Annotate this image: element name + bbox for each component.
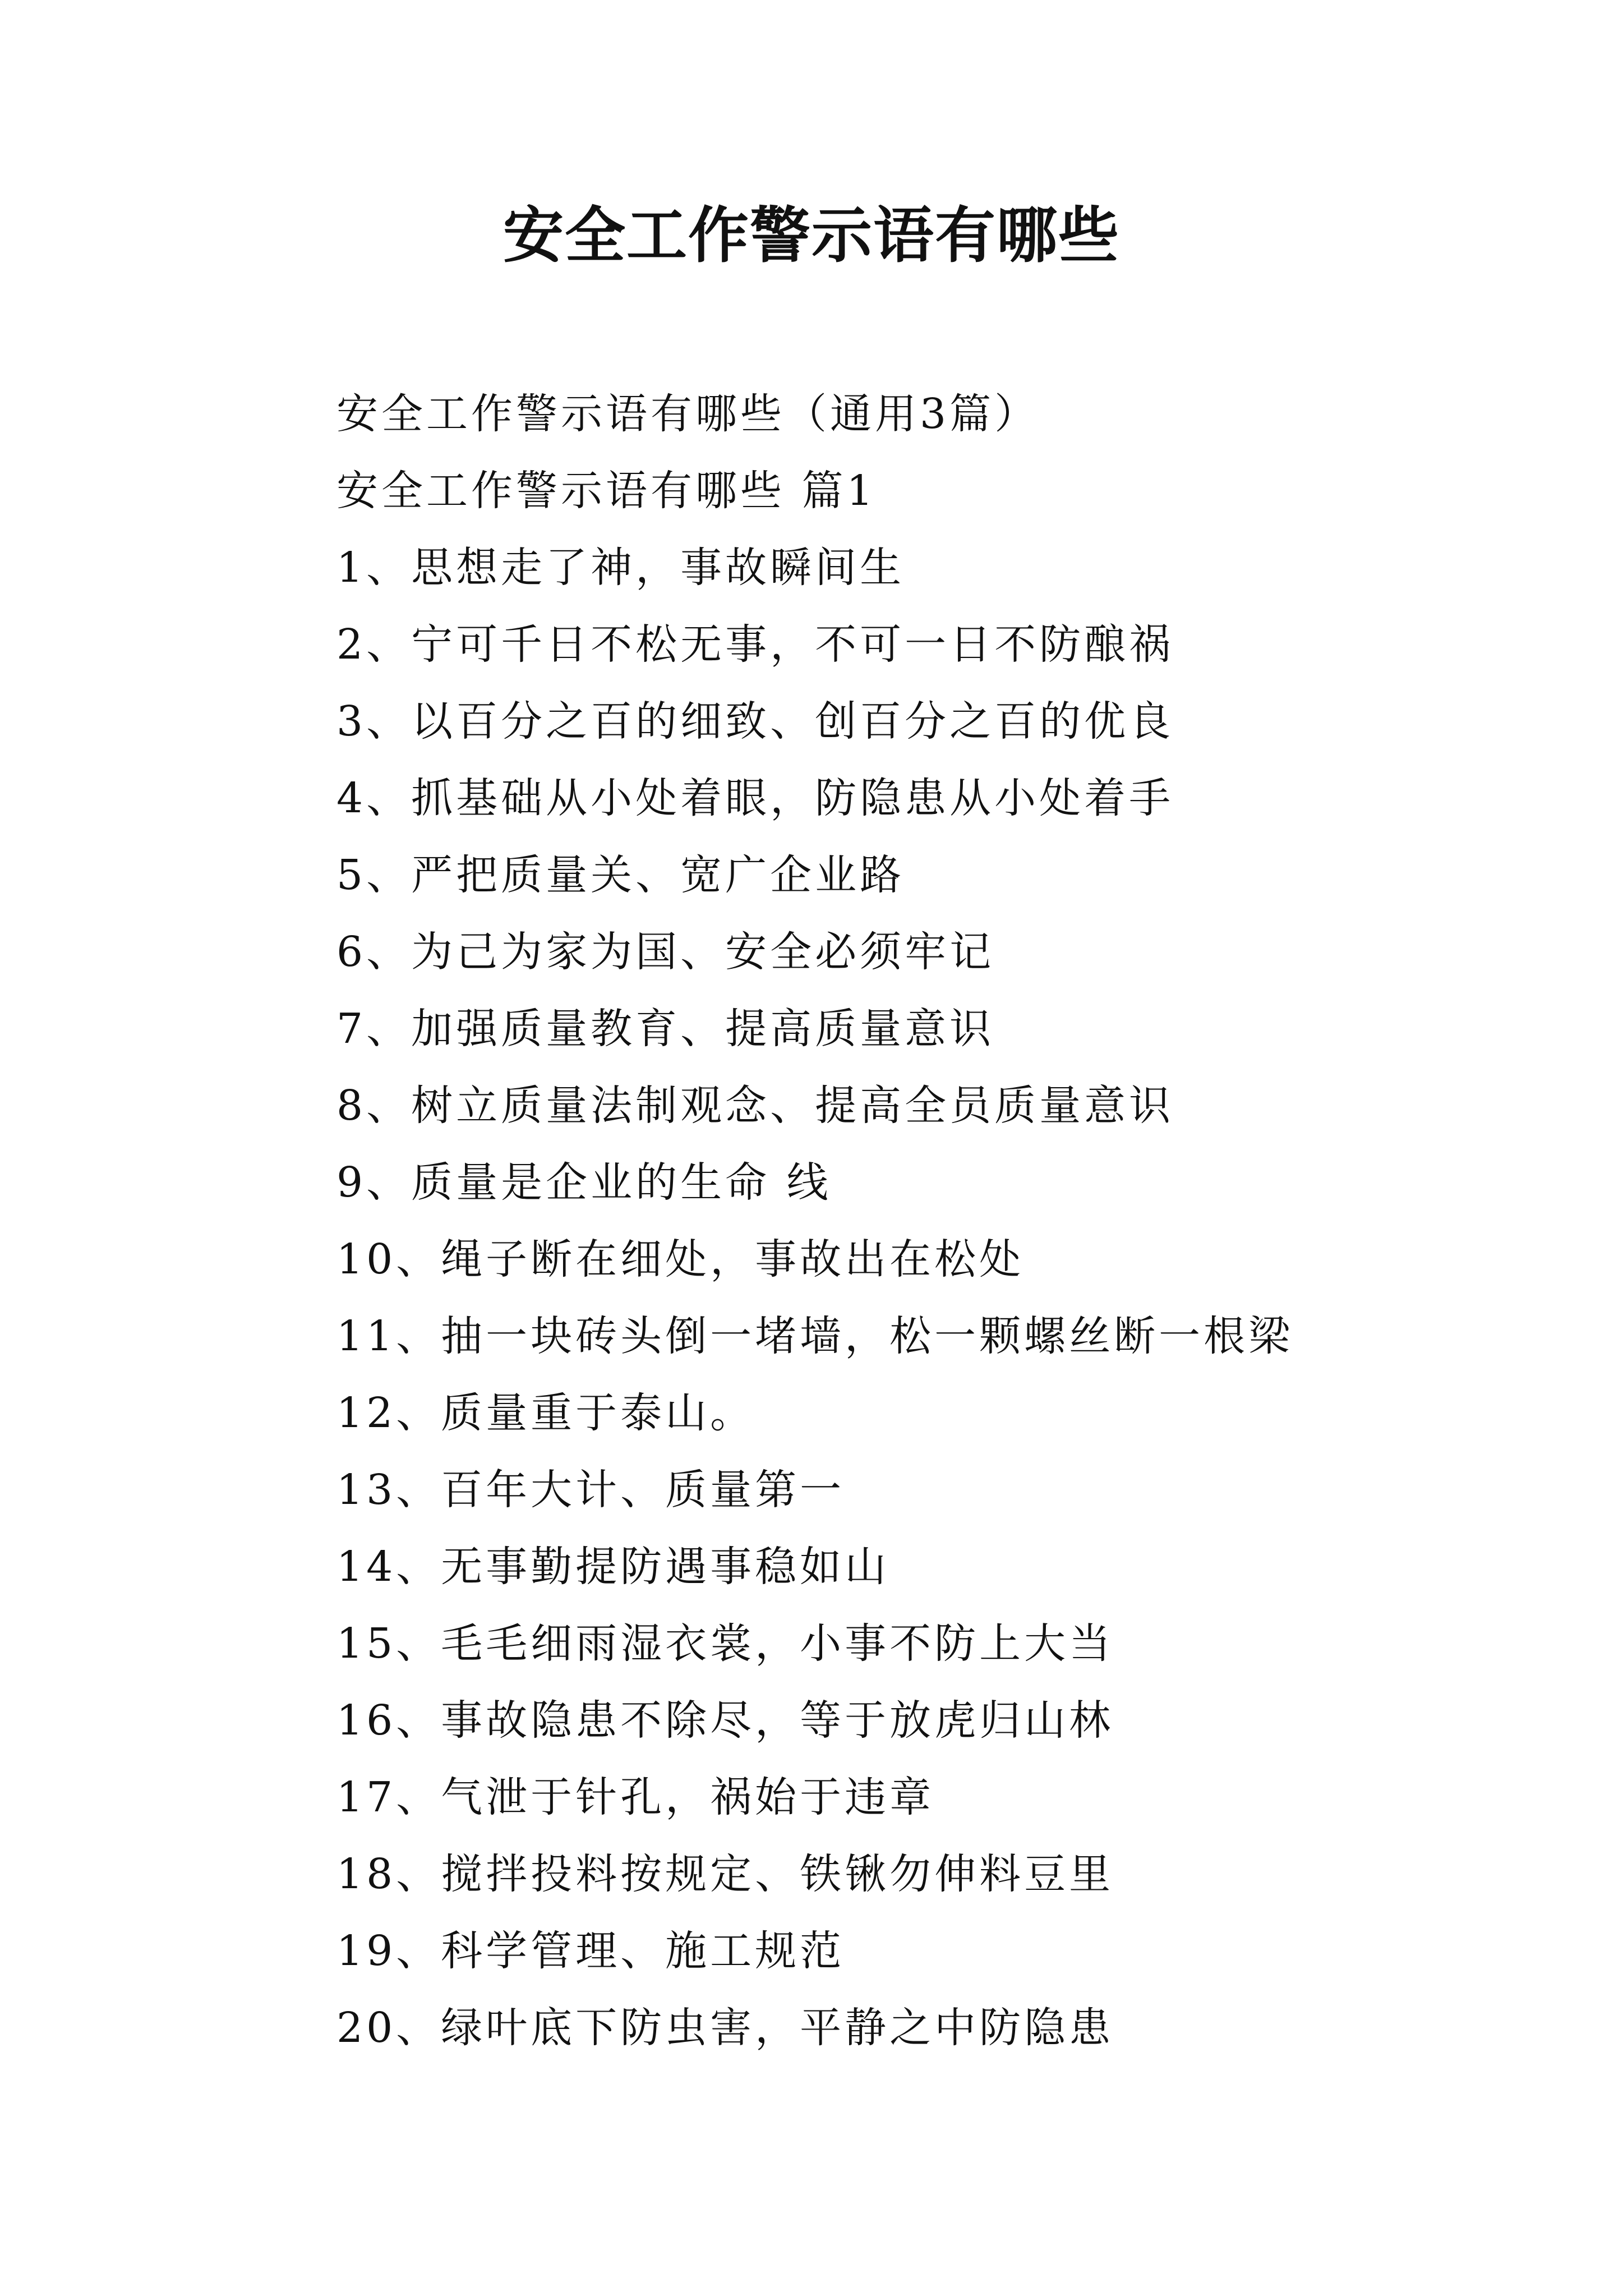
list-item: 12、质量重于泰山。	[336, 1389, 755, 1437]
list-item: 17、气泄于针孔，祸始于违章	[336, 1773, 935, 1821]
list-item: 5、严把质量关、宽广企业路	[336, 851, 905, 899]
list-item: 10、绳子断在细处，事故出在松处	[336, 1235, 1025, 1283]
list-item: 20、绿叶底下防虫害，平静之中防隐患	[336, 2004, 1114, 2052]
list-item: 18、搅拌投料按规定、铁锹勿伸料豆里	[336, 1850, 1114, 1898]
list-item: 6、为己为家为国、安全必须牢记	[336, 928, 995, 976]
list-item: 15、毛毛细雨湿衣裳，小事不防上大当	[336, 1619, 1114, 1668]
document-title: 安全工作警示语有哪些	[502, 200, 1120, 271]
list-item: 7、加强质量教育、提高质量意识	[336, 1005, 995, 1053]
list-item: 8、树立质量法制观念、提高全员质量意识	[336, 1082, 1174, 1130]
document-subtitle: 安全工作警示语有哪些（通用3篇）	[336, 390, 1040, 438]
list-item: 11、抽一块砖头倒一堵墙，松一颗螺丝断一根梁	[336, 1312, 1294, 1360]
list-item: 3、以百分之百的细致、创百分之百的优良	[336, 697, 1174, 746]
list-item: 13、百年大计、质量第一	[336, 1466, 845, 1514]
list-item: 4、抓基础从小处着眼，防隐患从小处着手	[336, 774, 1174, 822]
list-item: 19、科学管理、施工规范	[336, 1927, 845, 1975]
list-item: 14、无事勤提防遇事稳如山	[336, 1543, 890, 1591]
list-item: 9、质量是企业的生命 线	[336, 1158, 832, 1207]
document-body	[336, 376, 1514, 2067]
section-heading: 安全工作警示语有哪些 篇1	[336, 467, 877, 515]
list-item: 1、思想走了神，事故瞬间生	[336, 544, 905, 592]
list-item: 16、事故隐患不除尽，等于放虎归山林	[336, 1696, 1114, 1745]
list-item: 2、宁可千日不松无事，不可一日不防酿祸	[336, 620, 1174, 669]
